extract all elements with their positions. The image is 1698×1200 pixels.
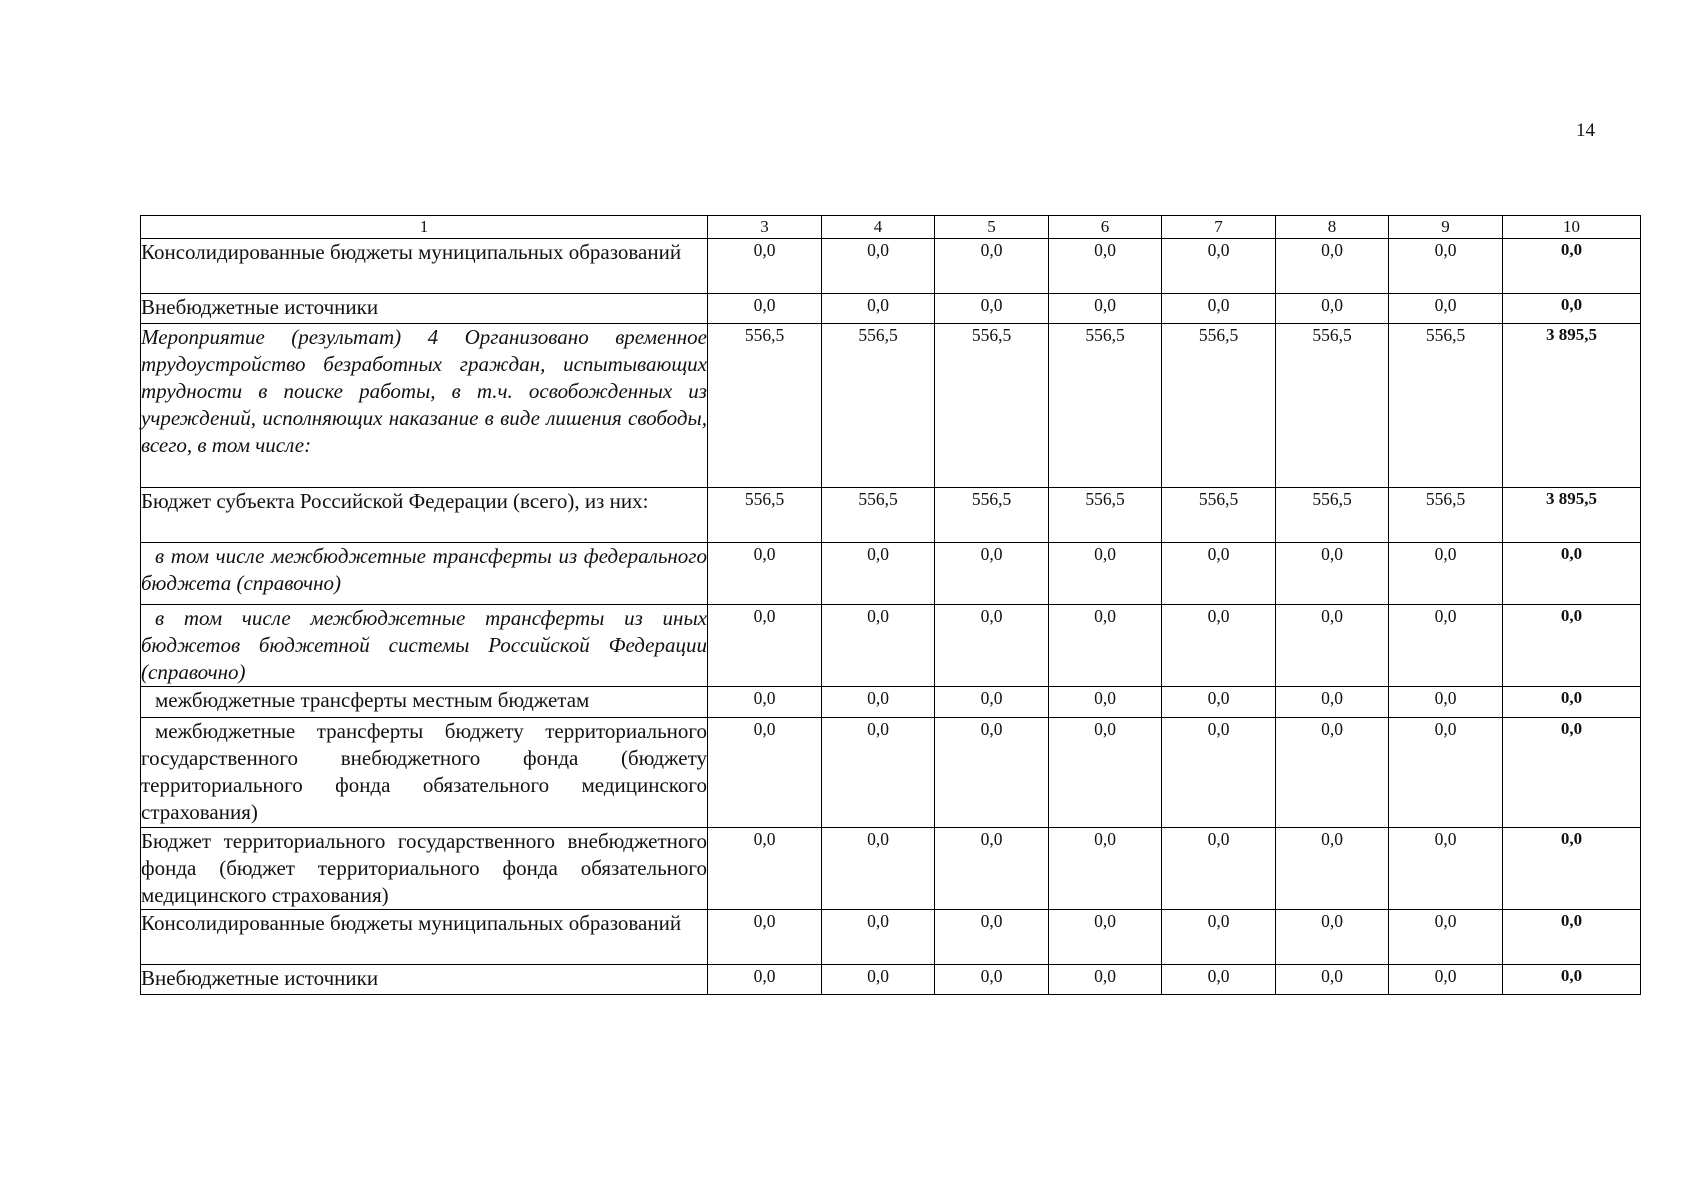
value-cell: 0,0 [1276,543,1389,605]
value-cell: 0,0 [708,294,822,324]
value-cell: 0,0 [1276,294,1389,324]
value-cell: 0,0 [708,828,822,910]
value-cell: 0,0 [935,718,1049,828]
value-cell: 0,0 [822,828,935,910]
value-cell: 556,5 [822,324,935,488]
table-row [141,828,1641,910]
value-cell: 0,0 [935,910,1049,965]
value-cell: 0,0 [935,687,1049,718]
total-cell: 0,0 [1503,239,1641,294]
header-cell: 4 [822,216,935,239]
header-cell: 8 [1276,216,1389,239]
table-row [141,910,1641,965]
value-cell: 556,5 [935,488,1049,543]
total-cell: 0,0 [1503,965,1641,995]
value-cell: 0,0 [822,294,935,324]
row-label: Консолидированные бюджеты муниципальных образований [141,910,708,965]
value-cell: 0,0 [1276,965,1389,995]
value-cell: 556,5 [822,488,935,543]
value-cell: 556,5 [935,324,1049,488]
table-row [141,488,1641,543]
header-cell: 3 [708,216,822,239]
value-cell: 0,0 [1162,239,1276,294]
value-cell: 0,0 [708,687,822,718]
value-cell: 0,0 [1049,828,1162,910]
total-cell: 0,0 [1503,687,1641,718]
value-cell: 0,0 [1389,605,1503,687]
value-cell: 0,0 [1049,718,1162,828]
header-cell: 9 [1389,216,1503,239]
value-cell: 556,5 [1389,324,1503,488]
value-cell: 0,0 [822,605,935,687]
value-cell: 0,0 [708,543,822,605]
value-cell: 0,0 [935,605,1049,687]
value-cell: 0,0 [1162,910,1276,965]
total-cell: 0,0 [1503,605,1641,687]
value-cell: 0,0 [1276,605,1389,687]
value-cell: 0,0 [822,965,935,995]
value-cell: 0,0 [1389,294,1503,324]
value-cell: 0,0 [822,543,935,605]
total-cell: 0,0 [1503,828,1641,910]
value-cell: 556,5 [1049,324,1162,488]
value-cell: 0,0 [935,965,1049,995]
value-cell: 0,0 [1049,294,1162,324]
row-label: Консолидированные бюджеты муниципальных образований [141,239,708,294]
table-row [141,324,1641,488]
total-cell: 3 895,5 [1503,324,1641,488]
header-cell: 7 [1162,216,1276,239]
header-cell: 1 [141,216,708,239]
table-row [141,965,1641,995]
value-cell: 0,0 [1389,239,1503,294]
table-row [141,294,1641,324]
row-label: межбюджетные трансферты бюджету территориального государственного внебюджетного фонда (бюджету территориального фонда обязательного медицинского страхования) [141,718,708,828]
value-cell: 556,5 [1162,488,1276,543]
table-row [141,605,1641,687]
header-cell: 5 [935,216,1049,239]
header-cell: 10 [1503,216,1641,239]
value-cell: 0,0 [1049,687,1162,718]
page-number: 14 [1576,120,1595,141]
value-cell: 0,0 [822,718,935,828]
value-cell: 0,0 [1389,687,1503,718]
row-label: в том числе межбюджетные трансферты из иных бюджетов бюджетной системы Российской Федерации (справочно) [141,605,708,687]
row-label: Бюджет субъекта Российской Федерации (всего), из них: [141,488,708,543]
value-cell: 0,0 [822,239,935,294]
value-cell: 0,0 [1389,910,1503,965]
value-cell: 0,0 [1389,828,1503,910]
row-label: Внебюджетные источники [141,965,708,995]
total-cell: 0,0 [1503,718,1641,828]
value-cell: 0,0 [1162,718,1276,828]
value-cell: 556,5 [1049,488,1162,543]
value-cell: 556,5 [1276,488,1389,543]
total-cell: 0,0 [1503,294,1641,324]
value-cell: 0,0 [708,605,822,687]
value-cell: 0,0 [1049,239,1162,294]
value-cell: 0,0 [935,294,1049,324]
value-cell: 0,0 [1049,965,1162,995]
row-label: Внебюджетные источники [141,294,708,324]
value-cell: 0,0 [1389,718,1503,828]
value-cell: 0,0 [1162,543,1276,605]
value-cell: 0,0 [1162,294,1276,324]
value-cell: 556,5 [1389,488,1503,543]
total-cell: 0,0 [1503,543,1641,605]
table-body [141,239,1641,995]
value-cell: 0,0 [708,718,822,828]
value-cell: 0,0 [822,687,935,718]
value-cell: 0,0 [1162,828,1276,910]
value-cell: 0,0 [1162,605,1276,687]
value-cell: 556,5 [1162,324,1276,488]
value-cell: 0,0 [708,239,822,294]
value-cell: 0,0 [1276,718,1389,828]
row-label: в том числе межбюджетные трансферты из федерального бюджета (справочно) [141,543,708,605]
value-cell: 0,0 [1276,828,1389,910]
table-row [141,718,1641,828]
value-cell: 0,0 [1389,965,1503,995]
value-cell: 0,0 [1049,605,1162,687]
table-row [141,239,1641,294]
value-cell: 0,0 [935,543,1049,605]
value-cell: 0,0 [1162,965,1276,995]
value-cell: 0,0 [1162,687,1276,718]
value-cell: 0,0 [1049,543,1162,605]
value-cell: 0,0 [822,910,935,965]
header-row [141,216,1641,239]
total-cell: 3 895,5 [1503,488,1641,543]
table-row [141,687,1641,718]
value-cell: 0,0 [708,965,822,995]
budget-table [140,215,1641,995]
value-cell: 0,0 [1276,239,1389,294]
row-label: межбюджетные трансферты местным бюджетам [141,687,708,718]
value-cell: 0,0 [1276,687,1389,718]
value-cell: 556,5 [708,324,822,488]
total-cell: 0,0 [1503,910,1641,965]
value-cell: 0,0 [935,239,1049,294]
value-cell: 0,0 [1276,910,1389,965]
value-cell: 0,0 [935,828,1049,910]
value-cell: 0,0 [1389,543,1503,605]
value-cell: 556,5 [1276,324,1389,488]
value-cell: 556,5 [708,488,822,543]
value-cell: 0,0 [1049,910,1162,965]
table-row [141,543,1641,605]
row-label: Мероприятие (результат) 4 Организовано временное трудоустройство безработных граждан, испытывающих трудности в поиске работы, в т.ч. освобожденных из учреждений, исполняющих наказание в виде лишения свободы, всего, в том числе: [141,324,708,488]
value-cell: 0,0 [708,910,822,965]
header-cell: 6 [1049,216,1162,239]
row-label: Бюджет территориального государственного внебюджетного фонда (бюджет территориального фонда обязательного медицинского страхования) [141,828,708,910]
